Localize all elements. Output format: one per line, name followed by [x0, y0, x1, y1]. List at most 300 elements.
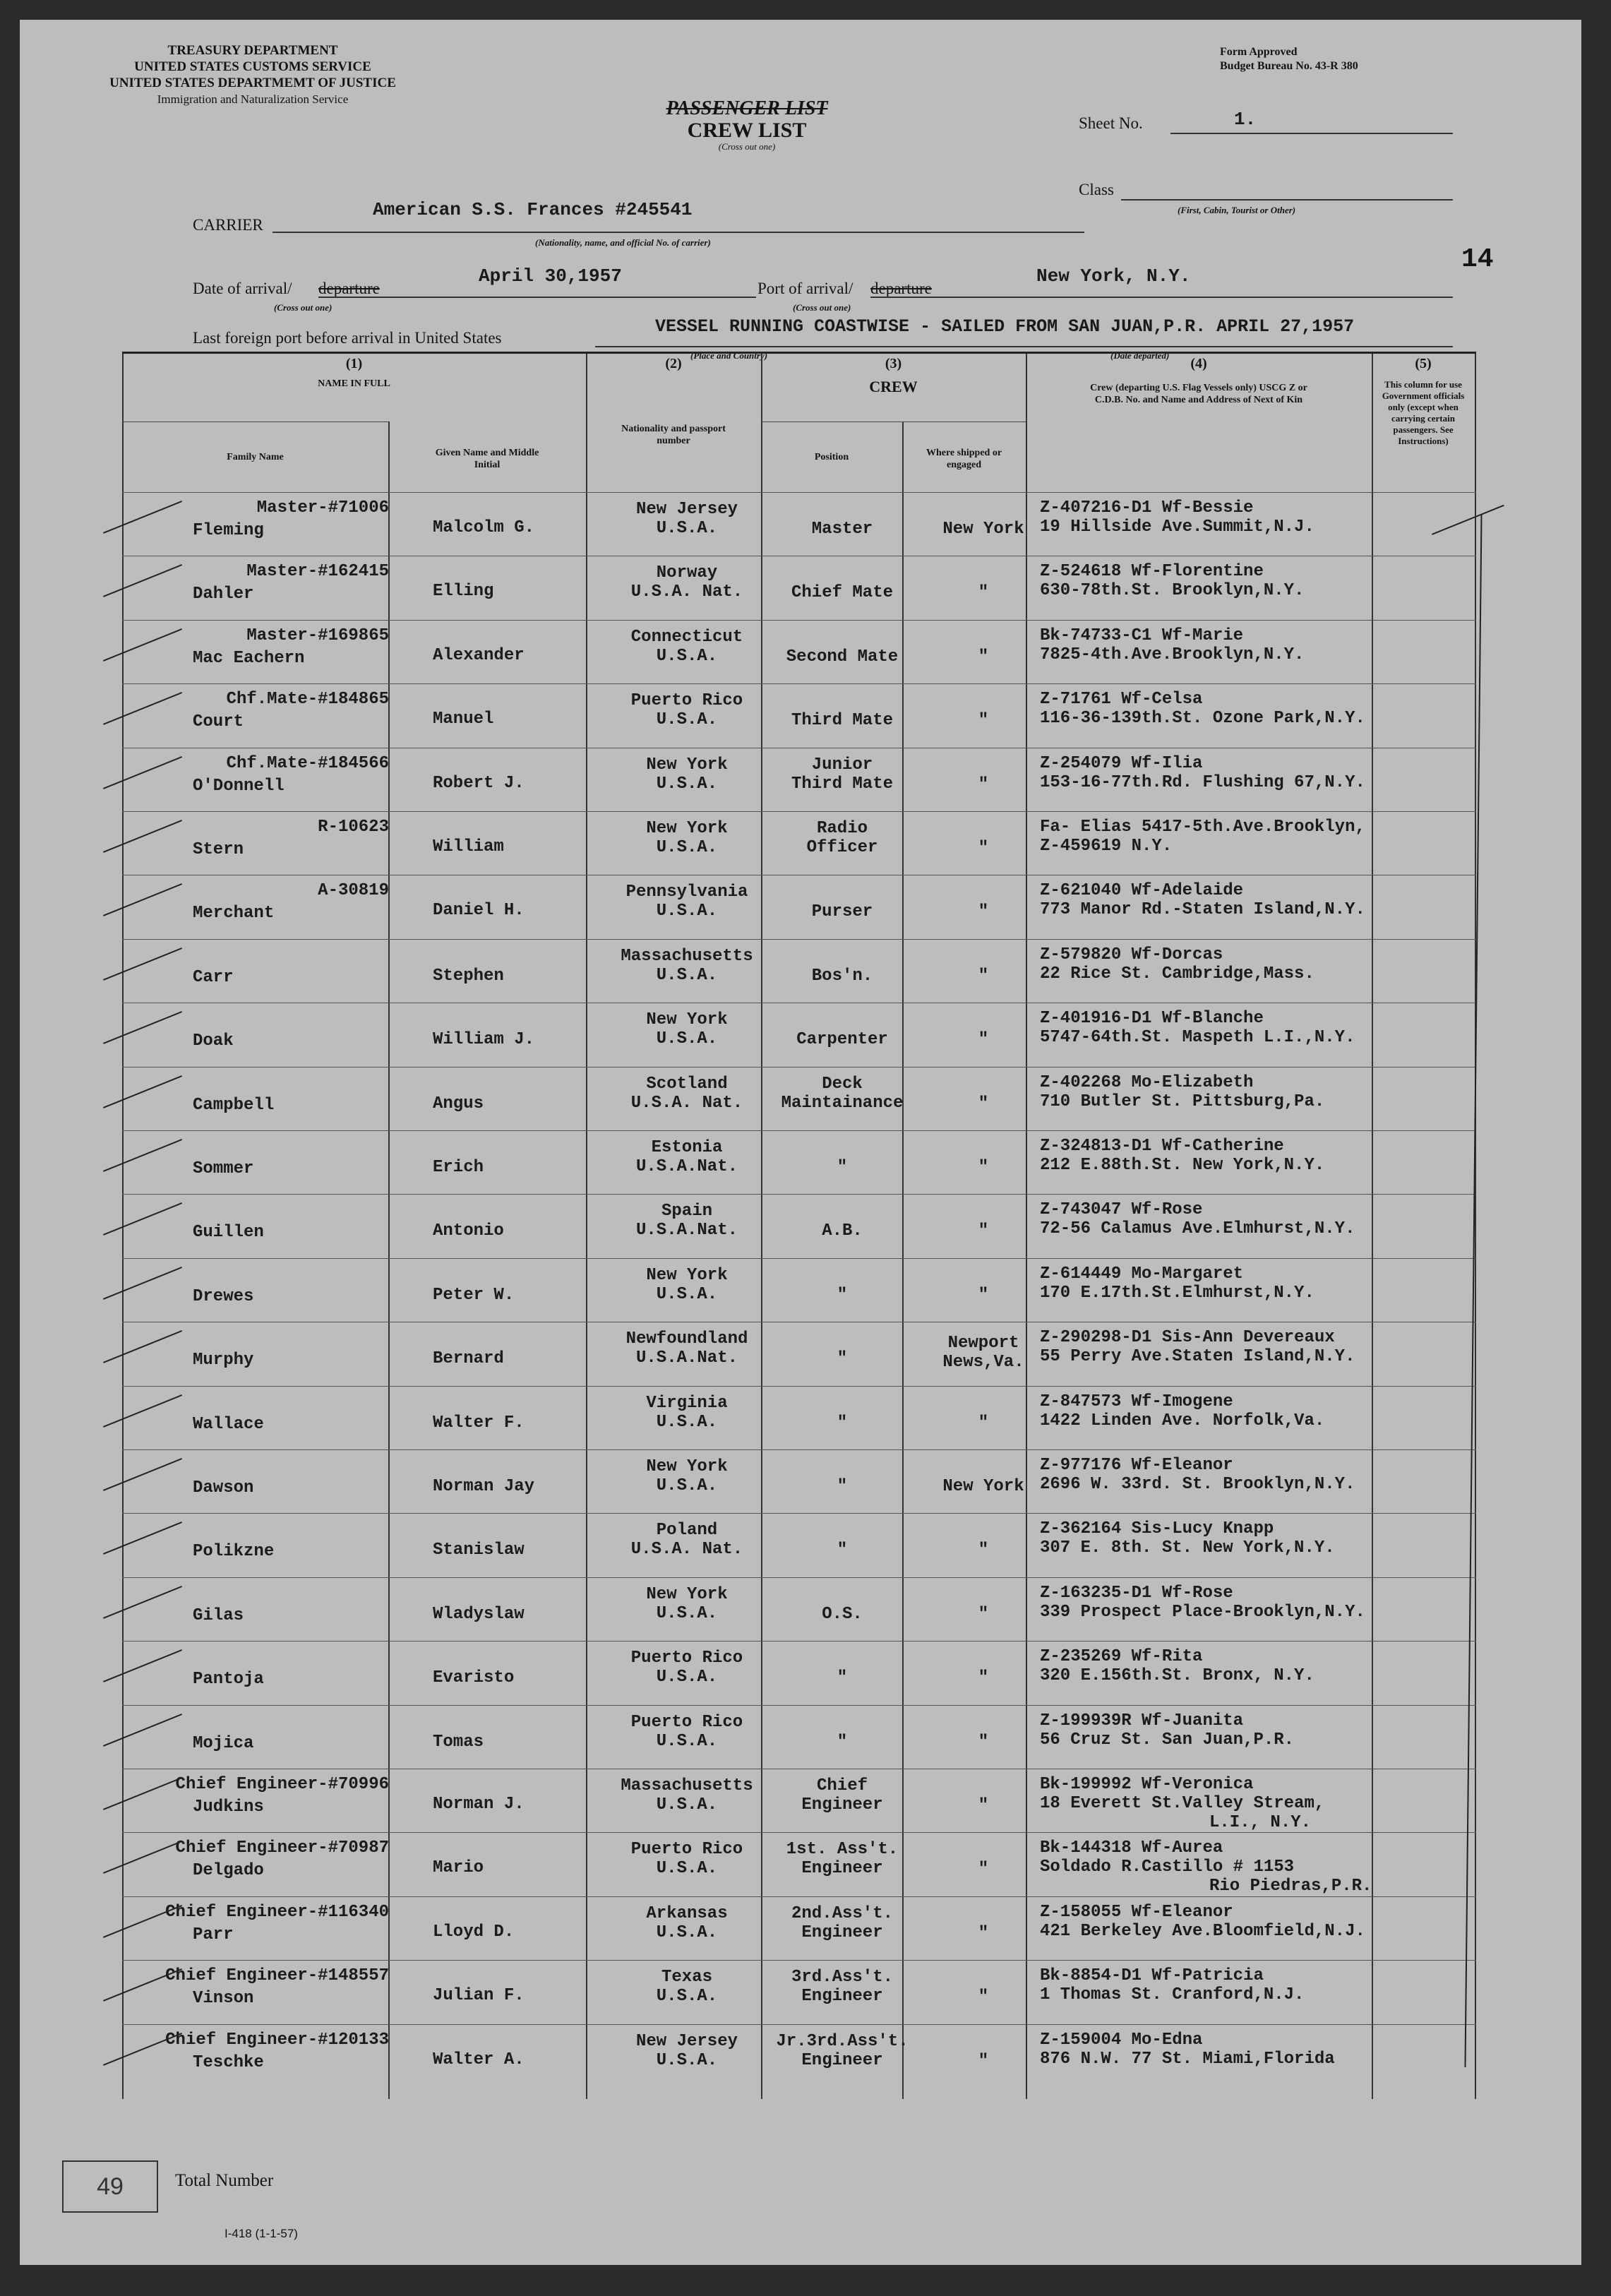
next-of-kin-line: Z-743047 Wf-Rose: [1040, 1200, 1203, 1220]
next-of-kin: [1040, 626, 1304, 664]
nationality-line: U.S.A.: [656, 838, 718, 857]
date-departure-struck: departure: [318, 280, 380, 297]
next-of-kin-line: Fa- Elias 5417-5th.Ave.Brooklyn,: [1040, 818, 1365, 837]
table-row: [122, 1449, 1476, 1514]
justice-dept: UNITED STATES DEPARTMEMT OF JUSTICE: [109, 76, 396, 90]
nationality-line: Scotland: [646, 1074, 728, 1094]
table-row: [122, 1194, 1476, 1258]
position: [757, 902, 927, 921]
nationality: [609, 1968, 765, 2006]
position-line: Officer: [806, 838, 878, 857]
position-line: Engineer: [801, 1859, 883, 1879]
where-shipped: ": [978, 1413, 989, 1433]
next-of-kin: [1040, 1903, 1365, 1941]
nationality-line: New Jersey: [635, 2031, 738, 2051]
next-of-kin-line: Z-199939R Wf-Juanita: [1040, 1711, 1244, 1730]
nationality: [609, 691, 765, 729]
port-line: [870, 297, 1453, 298]
table-row: [122, 1513, 1476, 1577]
position: [757, 1968, 927, 2006]
where-shipped: ": [978, 1094, 989, 1113]
crew-list-document: [20, 20, 1581, 2265]
total-number-box: 49: [62, 2160, 158, 2213]
nationality-line: U.S.A.: [656, 1859, 718, 1879]
next-of-kin: [1040, 754, 1365, 792]
nationality-line: U.S.A.: [656, 1987, 718, 2007]
position: [757, 1904, 927, 1942]
nationality-line: New York: [646, 1584, 728, 1604]
position: [757, 1221, 927, 1240]
position: [757, 711, 927, 730]
next-of-kin-line: 212 E.88th.St. New York,N.Y.: [1040, 1156, 1325, 1175]
nationality: [609, 1329, 765, 1368]
next-of-kin: [1040, 1519, 1335, 1557]
next-of-kin: [1040, 945, 1314, 983]
position-line: Third Mate: [791, 774, 894, 794]
where-shipped: ": [978, 1987, 989, 2007]
table-row: [122, 2024, 1476, 2088]
col-family-name: Family Name: [227, 452, 284, 462]
rank-license: Master-#71006: [256, 498, 389, 518]
given-name: Walter A.: [433, 2050, 525, 2069]
position: [757, 1158, 927, 1177]
next-of-kin-line: Z-362164 Sis-Lucy Knapp: [1040, 1519, 1274, 1539]
next-of-kin-line: 630-78th.St. Brooklyn,N.Y.: [1040, 581, 1305, 601]
col-government: This column for use Government officials only (except when carrying certain passengers. See Instructions): [1382, 379, 1465, 446]
next-of-kin-line: 307 E. 8th. St. New York,N.Y.: [1040, 1538, 1335, 1558]
nationality: [609, 947, 765, 985]
next-of-kin: [1040, 818, 1365, 856]
nationality-line: U.S.A.Nat.: [635, 1157, 738, 1176]
nationality: [609, 1010, 765, 1048]
position-line: ": [837, 1285, 848, 1305]
position: [757, 1668, 927, 1687]
col-given-name: Given Name and Middle Initial: [435, 448, 539, 470]
nationality-line: U.S.A.: [656, 1284, 718, 1304]
next-of-kin: [1040, 1838, 1372, 1896]
nationality-line: Spain: [661, 1202, 712, 1221]
next-of-kin-line: Z-977176 Wf-Eleanor: [1040, 1456, 1233, 1475]
next-of-kin-line: Bk-144318 Wf-Aurea: [1040, 1838, 1223, 1858]
next-of-kin-line: Bk-8854-D1 Wf-Patricia: [1040, 1966, 1264, 1986]
next-of-kin-line: Rio Piedras,P.R.: [1209, 1877, 1372, 1896]
family-name: Guillen: [193, 1223, 264, 1243]
given-name: Elling: [433, 582, 494, 602]
position: [757, 1733, 927, 1752]
next-of-kin: [1040, 2031, 1335, 2069]
rank-license: A-30819: [318, 881, 389, 901]
where-shipped: ": [978, 1860, 989, 1879]
table-row: [122, 1258, 1476, 1322]
nationality-line: U.S.A.: [656, 646, 718, 666]
next-of-kin: [1040, 1966, 1304, 2004]
next-of-kin-line: Z-524618 Wf-Florentine: [1040, 562, 1264, 582]
rank-license: Chief Engineer-#148557: [165, 1966, 389, 1986]
sheet-label: Sheet No.: [1079, 114, 1143, 132]
given-name: Daniel H.: [433, 901, 525, 921]
nationality-line: U.S.A.: [656, 1731, 718, 1751]
ins-service: Immigration and Naturalization Service: [157, 92, 349, 106]
where-shipped: New York: [942, 1477, 1024, 1496]
nationality-line: Texas: [661, 1968, 712, 1987]
given-name: Erich: [433, 1158, 484, 1177]
class-line: [1121, 199, 1453, 201]
table-row: [122, 1641, 1476, 1705]
next-of-kin-line: 1 Thomas St. Cranford,N.J.: [1040, 1985, 1305, 2005]
table-row: [122, 1067, 1476, 1131]
nationality-line: New York: [646, 1265, 728, 1285]
nationality-line: Connecticut: [630, 627, 743, 647]
family-name: Vinson: [193, 1989, 254, 2009]
nationality-line: U.S.A.: [656, 1668, 718, 1687]
next-of-kin-line: Z-407216-D1 Wf-Bessie: [1040, 498, 1254, 518]
next-of-kin: [1040, 1073, 1324, 1111]
position-line: 3rd.Ass't.: [791, 1968, 894, 1987]
rank-license: R-10623: [318, 818, 389, 837]
given-name: Stanislaw: [433, 1541, 525, 1560]
crew-list-title: CREW LIST: [687, 119, 807, 142]
nationality-line: Newfoundland: [625, 1329, 748, 1349]
nationality-line: U.S.A. Nat.: [630, 1540, 743, 1560]
where-shipped: ": [978, 1923, 989, 1943]
next-of-kin-line: Z-579820 Wf-Dorcas: [1040, 945, 1223, 964]
next-of-kin-line: Z-402268 Mo-Elizabeth: [1040, 1072, 1254, 1092]
nationality: [609, 819, 765, 857]
table-row: [122, 875, 1476, 939]
next-of-kin: [1040, 1775, 1324, 1832]
position-line: Chief Mate: [791, 583, 894, 603]
nationality-line: Virginia: [646, 1393, 728, 1413]
next-of-kin-line: 19 Hillside Ave.Summit,N.J.: [1040, 518, 1314, 537]
next-of-kin-line: 153-16-77th.Rd. Flushing 67,N.Y.: [1040, 772, 1365, 792]
position: [757, 1413, 927, 1433]
next-of-kin-line: 320 E.156th.St. Bronx, N.Y.: [1040, 1666, 1314, 1686]
carrier-hint: (Nationality, name, and official No. of carrier): [535, 237, 711, 248]
rank-license: Chief Engineer-#120133: [165, 2030, 389, 2050]
budget-bureau: Budget Bureau No. 43-R 380: [1220, 60, 1358, 72]
family-name: Dawson: [193, 1478, 254, 1497]
position: [757, 755, 927, 794]
next-of-kin: [1040, 498, 1314, 537]
family-name: Gilas: [193, 1606, 244, 1625]
next-of-kin: [1040, 1328, 1355, 1366]
position-line: Carpenter: [796, 1030, 888, 1050]
nationality: [609, 1585, 765, 1623]
nationality-line: U.S.A.: [656, 774, 718, 794]
port-departure-struck: departure: [870, 280, 932, 297]
next-of-kin: [1040, 1137, 1324, 1175]
family-name: Dahler: [193, 585, 254, 604]
family-name: Campbell: [193, 1095, 275, 1115]
table-row: [122, 620, 1476, 684]
nationality-line: U.S.A.Nat.: [635, 1221, 738, 1240]
table-row: [122, 1896, 1476, 1961]
position-line: Maintainance: [781, 1093, 904, 1113]
treasury-dept: TREASURY DEPARTMENT: [167, 43, 338, 58]
position: [757, 1030, 927, 1049]
col-nationality: Nationality and passport number: [621, 424, 726, 446]
nationality: [609, 1075, 765, 1113]
next-of-kin: [1040, 1392, 1324, 1430]
next-of-kin: [1040, 1647, 1314, 1685]
position: [757, 1477, 927, 1496]
where-shipped: ": [978, 2051, 989, 2071]
table-row: [122, 1769, 1476, 1833]
given-name: Wladyslaw: [433, 1604, 525, 1624]
table-row: [122, 748, 1476, 812]
next-of-kin-line: 5747-64th.St. Maspeth L.I.,N.Y.: [1040, 1028, 1355, 1048]
next-of-kin-line: 22 Rice St. Cambridge,Mass.: [1040, 964, 1314, 983]
table-row: [122, 492, 1476, 556]
nationality: [609, 1776, 765, 1814]
table-row: [122, 1960, 1476, 2024]
rank-license: Master-#162415: [246, 562, 389, 582]
nationality-line: U.S.A.: [656, 1476, 718, 1495]
title-cross-hint: (Cross out one): [718, 141, 776, 152]
nationality: [609, 1394, 765, 1432]
port-cross-hint: (Cross out one): [793, 302, 851, 313]
next-of-kin-line: Z-254079 Wf-Ilia: [1040, 753, 1203, 773]
position-line: Engineer: [801, 1795, 883, 1814]
position: [757, 1776, 927, 1814]
given-name: Alexander: [433, 645, 525, 665]
family-name: Merchant: [193, 904, 275, 923]
next-of-kin-line: Z-401916-D1 Wf-Blanche: [1040, 1009, 1264, 1029]
next-of-kin-line: Z-847573 Wf-Imogene: [1040, 1392, 1233, 1411]
nationality-line: New York: [646, 755, 728, 775]
position: [757, 583, 927, 602]
position-line: ": [837, 1541, 848, 1560]
next-of-kin-line: Z-621040 Wf-Adelaide: [1040, 881, 1244, 901]
col-position: Position: [814, 452, 849, 462]
where-shipped: ": [978, 1285, 989, 1305]
family-name: Mac Eachern: [193, 648, 305, 668]
where-shipped: ": [978, 1030, 989, 1050]
nationality: [609, 883, 765, 921]
page-mark: 14: [1461, 244, 1494, 275]
nationality: [609, 1457, 765, 1495]
position-line: Second Mate: [786, 647, 899, 666]
carrier-line: [273, 232, 1084, 233]
given-name: Peter W.: [433, 1285, 515, 1305]
nationality: [609, 1202, 765, 1240]
nationality: [609, 2032, 765, 2070]
position-line: Junior: [811, 755, 873, 775]
given-name: Evaristo: [433, 1668, 515, 1688]
given-name: Antonio: [433, 1221, 504, 1241]
nationality-line: U.S.A.: [656, 965, 718, 985]
family-name: Sommer: [193, 1159, 254, 1178]
given-name: Manuel: [433, 710, 494, 729]
next-of-kin-line: 56 Cruz St. San Juan,P.R.: [1040, 1730, 1295, 1750]
family-name: Stern: [193, 840, 244, 859]
table-row: [122, 683, 1476, 748]
form-approval: [1220, 45, 1358, 73]
nationality-line: Massachusetts: [621, 946, 753, 966]
table-row: [122, 1577, 1476, 1642]
class-label: Class: [1079, 181, 1114, 198]
family-name: Doak: [193, 1032, 234, 1051]
rank-license: Chf.Mate-#184566: [226, 753, 389, 773]
table-row: [122, 939, 1476, 1003]
position-line: Deck: [822, 1074, 863, 1094]
position-line: Jr.3rd.Ass't.: [776, 2031, 909, 2051]
rank-license: Chief Engineer-#70987: [175, 1838, 389, 1858]
sheet-line: [1170, 133, 1453, 134]
nationality-line: Poland: [656, 1521, 718, 1541]
nationality: [609, 1840, 765, 1878]
nationality-line: Puerto Rico: [630, 1712, 743, 1732]
position-line: Bos'n.: [811, 966, 873, 986]
form-approved-label: Form Approved: [1220, 46, 1298, 58]
where-shipped: ": [978, 1541, 989, 1560]
where-shipped: ": [978, 902, 989, 922]
next-of-kin-line: 72-56 Calamus Ave.Elmhurst,N.Y.: [1040, 1219, 1355, 1239]
where-shipped: ": [978, 1796, 989, 1815]
where-shipped: ": [978, 839, 989, 858]
next-of-kin-line: 1422 Linden Ave. Norfolk,Va.: [1040, 1411, 1325, 1430]
passenger-list-struck: PASSENGER LIST: [666, 97, 828, 119]
given-name: Lloyd D.: [433, 1922, 515, 1942]
last-port-label: Last foreign port before arrival in United States: [193, 329, 502, 347]
position: [757, 1349, 927, 1368]
date-value: April 30,1957: [479, 265, 622, 287]
next-of-kin-line: 116-36-139th.St. Ozone Park,N.Y.: [1040, 709, 1365, 729]
next-of-kin-line: 876 N.W. 77 St. Miami,Florida: [1040, 2049, 1335, 2069]
family-name: O'Donnell: [193, 776, 285, 796]
where-shipped: ": [978, 1604, 989, 1624]
nationality: [609, 628, 765, 666]
position: [757, 647, 927, 666]
next-of-kin-line: 7825-4th.Ave.Brooklyn,N.Y.: [1040, 645, 1305, 664]
nationality-line: Pennsylvania: [625, 883, 748, 902]
date-departed-hint: (Date departed): [1110, 350, 1170, 361]
nationality-line: U.S.A.: [656, 902, 718, 921]
next-of-kin-line: 170 E.17th.St.Elmhurst,N.Y.: [1040, 1283, 1314, 1303]
crew-subheader-line: [761, 421, 1026, 422]
port-label: Port of arrival/: [757, 280, 854, 297]
col-where-shipped: Where shipped or engaged: [926, 448, 1002, 470]
nationality-line: U.S.A.: [656, 2050, 718, 2070]
nationality: [609, 500, 765, 538]
table-row: [122, 556, 1476, 620]
next-of-kin: [1040, 1200, 1355, 1238]
next-of-kin-line: 773 Manor Rd.-Staten Island,N.Y.: [1040, 900, 1365, 920]
given-name: Norman Jay: [433, 1477, 535, 1496]
next-of-kin: [1040, 1456, 1355, 1494]
family-name: Court: [193, 712, 244, 732]
date-cross-hint: (Cross out one): [274, 302, 333, 313]
family-name: Mojica: [193, 1733, 254, 1753]
given-name: Stephen: [433, 966, 504, 986]
next-of-kin-line: 710 Butler St. Pittsburg,Pa.: [1040, 1092, 1325, 1111]
carrier-value: American S.S. Frances #245541: [373, 199, 693, 220]
nationality-line: Massachusetts: [621, 1776, 753, 1795]
nationality-line: U.S.A. Nat.: [630, 582, 743, 602]
family-name: Fleming: [193, 521, 264, 540]
where-shipped: ": [978, 966, 989, 986]
family-name: Drewes: [193, 1286, 254, 1306]
col1-title: NAME IN FULL: [318, 378, 390, 389]
family-name: Polikzne: [193, 1542, 275, 1562]
position-line: Master: [811, 520, 873, 539]
where-shipped: ": [978, 1668, 989, 1688]
family-name: Judkins: [193, 1798, 264, 1817]
position: [757, 819, 927, 857]
where-shipped: ": [978, 711, 989, 731]
given-name: Robert J.: [433, 773, 525, 793]
nationality: [609, 755, 765, 794]
col-crew: CREW: [869, 378, 918, 395]
rank-license: Chf.Mate-#184865: [226, 690, 389, 710]
col3-number: (3): [885, 356, 902, 371]
rank-license: Master-#169865: [246, 626, 389, 645]
where-shipped: ": [978, 647, 989, 666]
next-of-kin: [1040, 881, 1365, 919]
next-of-kin-line: Z-235269 Wf-Rita: [1040, 1647, 1203, 1667]
table-row: [122, 811, 1476, 875]
position: [757, 1286, 927, 1305]
place-hint: (Place and Country): [690, 350, 768, 361]
given-name: Bernard: [433, 1349, 504, 1369]
col2-number: (2): [665, 356, 682, 371]
nationality-line: New York: [646, 1010, 728, 1030]
nationality: [609, 1521, 765, 1559]
table-row: [122, 1130, 1476, 1195]
total-number-label: Total Number: [175, 2171, 274, 2190]
nationality-line: U.S.A.Nat.: [635, 1349, 738, 1368]
position: [757, 520, 927, 539]
col5-number: (5): [1415, 356, 1432, 371]
next-of-kin-line: Z-290298-D1 Sis-Ann Devereaux: [1040, 1328, 1335, 1348]
customs-service: UNITED STATES CUSTOMS SERVICE: [134, 59, 371, 74]
form-number: I-418 (1-1-57): [224, 2227, 298, 2240]
position-line: ": [837, 1732, 848, 1752]
next-of-kin-line: Z-163235-D1 Wf-Rose: [1040, 1583, 1233, 1603]
nationality-line: New York: [646, 1457, 728, 1476]
table-row: [122, 1386, 1476, 1450]
next-of-kin-line: Soldado R.Castillo # 1153: [1040, 1858, 1295, 1877]
rank-license: Chief Engineer-#70996: [175, 1775, 389, 1794]
where-shipped: New York: [942, 520, 1024, 539]
sheet-value: 1.: [1234, 109, 1257, 130]
position: [757, 1541, 927, 1560]
given-name: Walter F.: [433, 1413, 525, 1433]
where-shipped: ": [978, 583, 989, 603]
nationality: [609, 1138, 765, 1176]
nationality-line: U.S.A.: [656, 519, 718, 538]
nationality-line: U.S.A.: [656, 1795, 718, 1814]
position: [757, 1605, 927, 1624]
next-of-kin: [1040, 1584, 1365, 1622]
next-of-kin: [1040, 562, 1304, 600]
nationality-line: U.S.A. Nat.: [630, 1093, 743, 1113]
position: [757, 1075, 927, 1113]
next-of-kin-line: 339 Prospect Place-Brooklyn,N.Y.: [1040, 1602, 1365, 1622]
table-row: [122, 1705, 1476, 1769]
nationality-line: New Jersey: [635, 500, 738, 519]
nationality-line: U.S.A.: [656, 1029, 718, 1049]
given-name: Tomas: [433, 1732, 484, 1752]
next-of-kin-line: 18 Everett St.Valley Stream,: [1040, 1794, 1325, 1813]
nationality-line: U.S.A.: [656, 1923, 718, 1942]
position-line: Engineer: [801, 2050, 883, 2070]
col4-number: (4): [1190, 356, 1207, 371]
position-line: ": [837, 1349, 848, 1369]
position-line: Radio: [816, 819, 868, 838]
given-name: Mario: [433, 1858, 484, 1878]
where-shipped: ": [978, 1221, 989, 1241]
